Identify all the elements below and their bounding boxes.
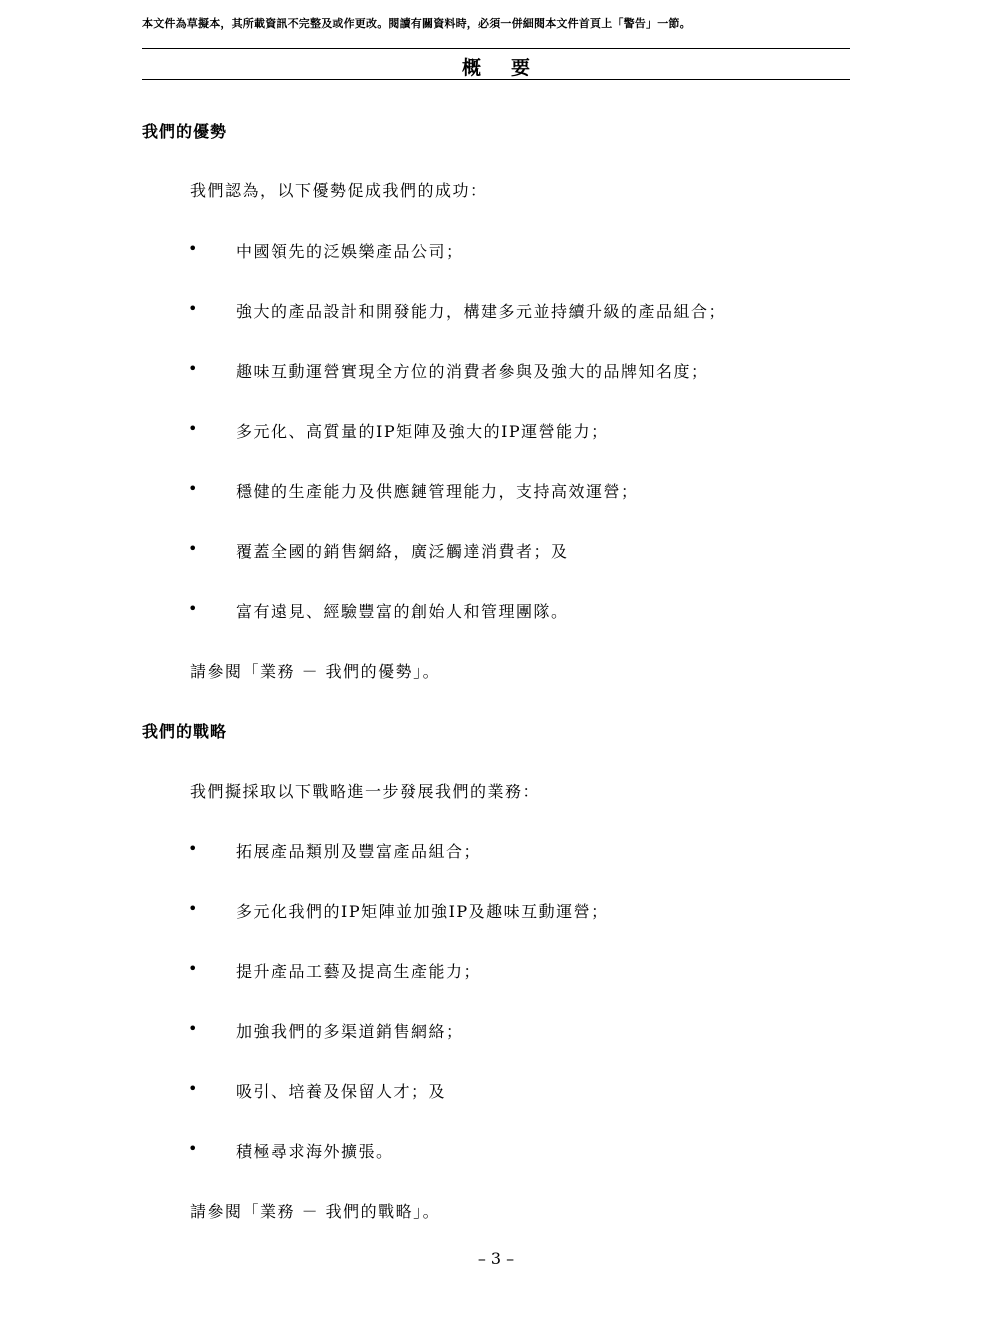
bullet-marker: • (188, 839, 198, 858)
title-bottom-rule (142, 79, 850, 80)
strengths-intro: 我們認為，以下優勢促成我們的成功： (190, 181, 488, 200)
strategy-item-1: 拓展產品類別及豐富產品組合； (236, 842, 482, 861)
bullet-marker: • (188, 539, 198, 558)
bullet-marker: • (188, 419, 198, 438)
section-heading-strengths: 我們的優勢 (142, 122, 228, 141)
bullet-marker: • (188, 239, 198, 258)
page-title: 概要 (461, 57, 560, 79)
draft-warning-notice: 本文件為草擬本，其所載資訊不完整及或作更改。閱讀有關資料時，必須一併細閱本文件首頁上「警告」一節。 (142, 17, 691, 30)
strength-item-1: 中國領先的泛娛樂產品公司； (236, 242, 464, 261)
strategies-intro: 我們擬採取以下戰略進一步發展我們的業務： (190, 782, 541, 801)
strength-item-5: 穩健的生產能力及供應鏈管理能力，支持高效運營； (236, 482, 639, 501)
strength-item-3: 趣味互動運營實現全方位的消費者參與及強大的品牌知名度； (236, 362, 709, 381)
strength-item-4: 多元化、高質量的IP矩陣及強大的IP運營能力； (236, 422, 609, 441)
strategy-item-3: 提升產品工藝及提高生產能力； (236, 962, 482, 981)
section-heading-strategies: 我們的戰略 (142, 722, 228, 741)
strategy-item-5: 吸引、培養及保留人才；及 (236, 1082, 447, 1101)
strengths-reference: 請參閱「業務 － 我們的優勢」。 (190, 662, 441, 681)
strength-item-7: 富有遠見、經驗豐富的創始人和管理團隊。 (236, 602, 569, 621)
strategy-item-4: 加強我們的多渠道銷售網絡； (236, 1022, 464, 1041)
title-top-rule (142, 48, 850, 49)
strength-item-6: 覆蓋全國的銷售網絡，廣泛觸達消費者；及 (236, 542, 569, 561)
bullet-marker: • (188, 599, 198, 618)
bullet-marker: • (188, 1019, 198, 1038)
strategies-reference: 請參閱「業務 － 我們的戰略」。 (190, 1202, 441, 1221)
bullet-marker: • (188, 479, 198, 498)
bullet-marker: • (188, 959, 198, 978)
strength-item-2: 強大的產品設計和開發能力，構建多元並持續升級的產品組合； (236, 302, 727, 321)
bullet-marker: • (188, 899, 198, 918)
bullet-marker: • (188, 299, 198, 318)
bullet-marker: • (188, 359, 198, 378)
bullet-marker: • (188, 1079, 198, 1098)
bullet-marker: • (188, 1139, 198, 1158)
strategy-item-2: 多元化我們的IP矩陣並加強IP及趣味互動運營； (236, 902, 609, 921)
strategy-item-6: 積極尋求海外擴張。 (236, 1142, 394, 1161)
page-number: – 3 – (477, 1249, 515, 1268)
